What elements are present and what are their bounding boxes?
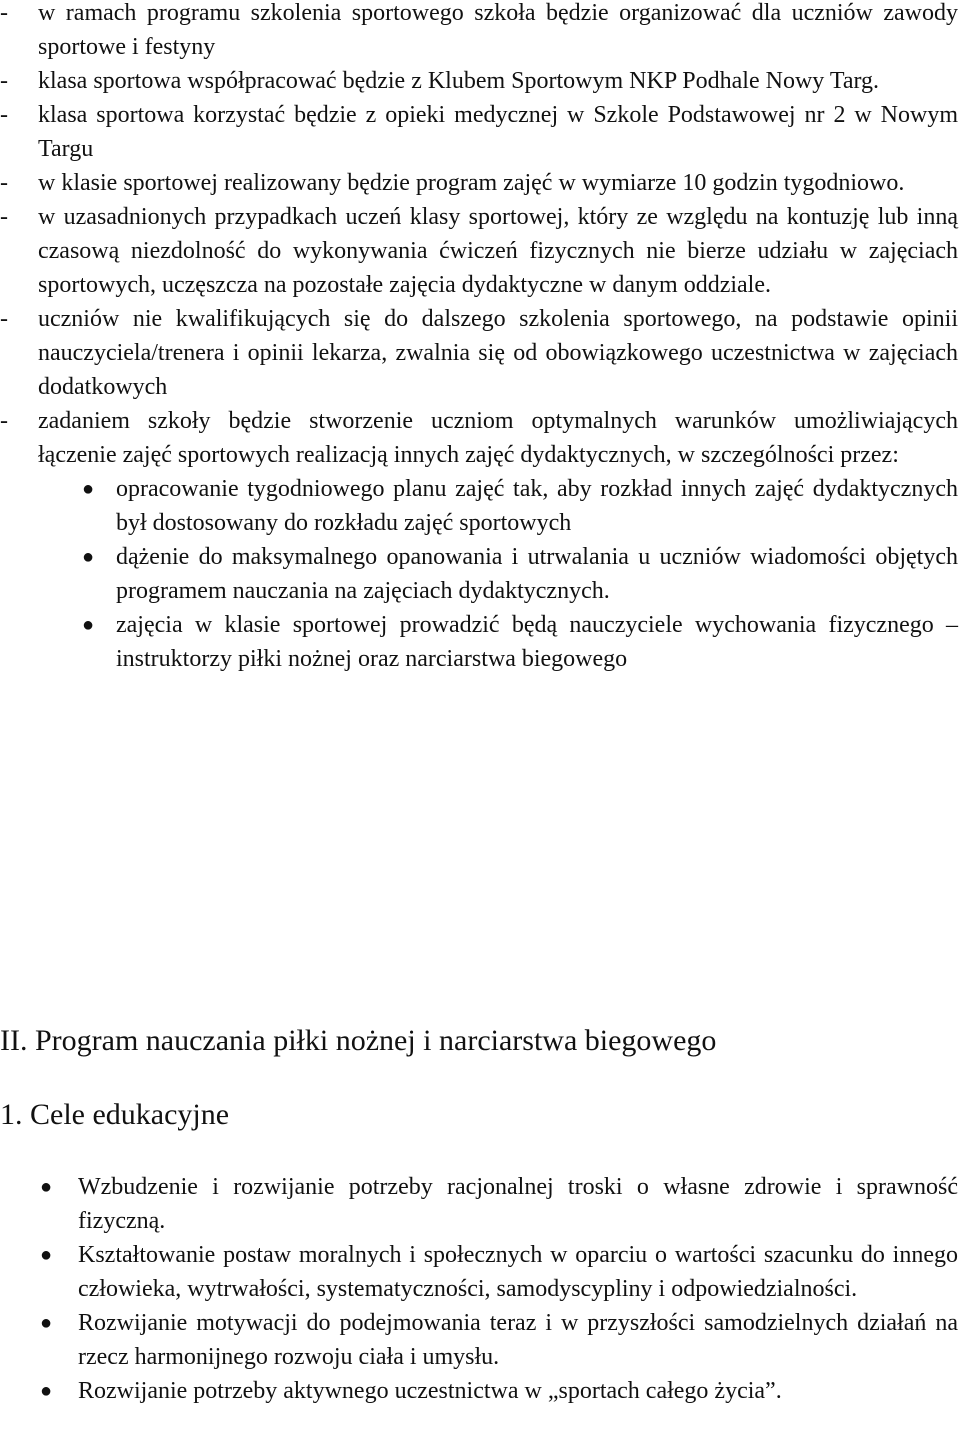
list-item xyxy=(0,404,960,472)
bullet-icon: ● xyxy=(40,1176,53,1198)
dash-marker: - xyxy=(0,408,8,434)
list-item xyxy=(0,608,960,676)
list-item xyxy=(0,1374,960,1408)
section-heading: II. Program nauczania piłki nożnej i narciarstwa biegowego xyxy=(0,1024,717,1057)
list-item-text: Wzbudzenie i rozwijanie potrzeby racjonalnej troski o własne zdrowie i sprawność fizyczną. xyxy=(78,1174,958,1234)
list-item-text: w ramach programu szkolenia sportowego szkoła będzie organizować dla uczniów zawody sportowe i festyny xyxy=(38,0,958,60)
list-item-text: dążenie do maksymalnego opanowania i utrwalania u uczniów wiadomości objętych programem nauczania na zajęciach dydaktycznych. xyxy=(116,544,958,604)
dash-list xyxy=(0,0,960,676)
list-item-text: Rozwijanie motywacji do podejmowania teraz i w przyszłości samodzielnych działań na rzecz harmonijnego rozwoju ciała i umysłu. xyxy=(78,1310,958,1370)
dash-marker: - xyxy=(0,102,8,128)
bullet-icon: ● xyxy=(40,1312,53,1334)
dash-marker: - xyxy=(0,204,8,230)
bullet-icon: ● xyxy=(82,614,95,636)
list-item-text: Kształtowanie postaw moralnych i społecznych w oparciu o wartości szacunku do innego człowieka, wytrwałości, systematyczności, samodyscypliny i odpowiedzialności. xyxy=(78,1242,958,1302)
list-item-text: Rozwijanie potrzeby aktywnego uczestnictwa w „sportach całego życia”. xyxy=(78,1378,782,1404)
list-item-text: klasa sportowa korzystać będzie z opieki medycznej w Szkole Podstawowej nr 2 w Nowym Targu xyxy=(38,102,958,162)
dash-marker: - xyxy=(0,170,8,196)
sub-bullet-list xyxy=(0,472,960,676)
goals-list xyxy=(0,1170,960,1408)
list-item xyxy=(0,472,960,540)
bullet-icon: ● xyxy=(40,1244,53,1266)
list-item xyxy=(0,64,960,98)
list-item-text: uczniów nie kwalifikujących się do dalszego szkolenia sportowego, na podstawie opinii nauczyciela/trenera i opinii lekarza, zwalnia się od obowiązkowego uczestnictwa w zajęciach dodatkowych xyxy=(38,306,958,400)
list-item xyxy=(0,540,960,608)
dash-marker: - xyxy=(0,306,8,332)
list-item-text: klasa sportowa współpracować będzie z Klubem Sportowym NKP Podhale Nowy Targ. xyxy=(38,68,880,94)
list-item xyxy=(0,98,960,166)
list-item-text: zajęcia w klasie sportowej prowadzić będą nauczyciele wychowania fizycznego – instruktorzy piłki nożnej oraz narciarstwa biegowego xyxy=(116,612,958,672)
list-item-text: w uzasadnionych przypadkach uczeń klasy sportowej, który ze względu na kontuzję lub inną czasową niezdolność do wykonywania ćwiczeń fizycznych nie bierze udziału w zajęciach sportowych, uczęszcza na pozostałe zajęcia dydaktyczne w danym oddziale. xyxy=(38,204,958,298)
list-item xyxy=(0,166,960,200)
dash-marker: - xyxy=(0,0,8,26)
list-item xyxy=(0,200,960,302)
list-item xyxy=(0,302,960,404)
subsection-heading: 1. Cele edukacyjne xyxy=(0,1098,230,1131)
bullet-icon: ● xyxy=(82,478,95,500)
dash-marker: - xyxy=(0,68,8,94)
list-item xyxy=(0,1306,960,1374)
list-item xyxy=(0,0,960,64)
bullet-icon: ● xyxy=(82,546,95,568)
list-item xyxy=(0,1238,960,1306)
list-item xyxy=(0,1170,960,1238)
list-item-text: zadaniem szkoły będzie stworzenie uczniom optymalnych warunków umożliwiających łączenie zajęć sportowych realizacją innych zajęć dydaktycznych, w szczególności przez: xyxy=(38,408,958,468)
bullet-icon: ● xyxy=(40,1380,53,1402)
list-item-text: w klasie sportowej realizowany będzie program zajęć w wymiarze 10 godzin tygodniowo. xyxy=(38,170,905,196)
list-item-text: opracowanie tygodniowego planu zajęć tak, aby rozkład innych zajęć dydaktycznych był dostosowany do rozkładu zajęć sportowych xyxy=(116,476,958,536)
